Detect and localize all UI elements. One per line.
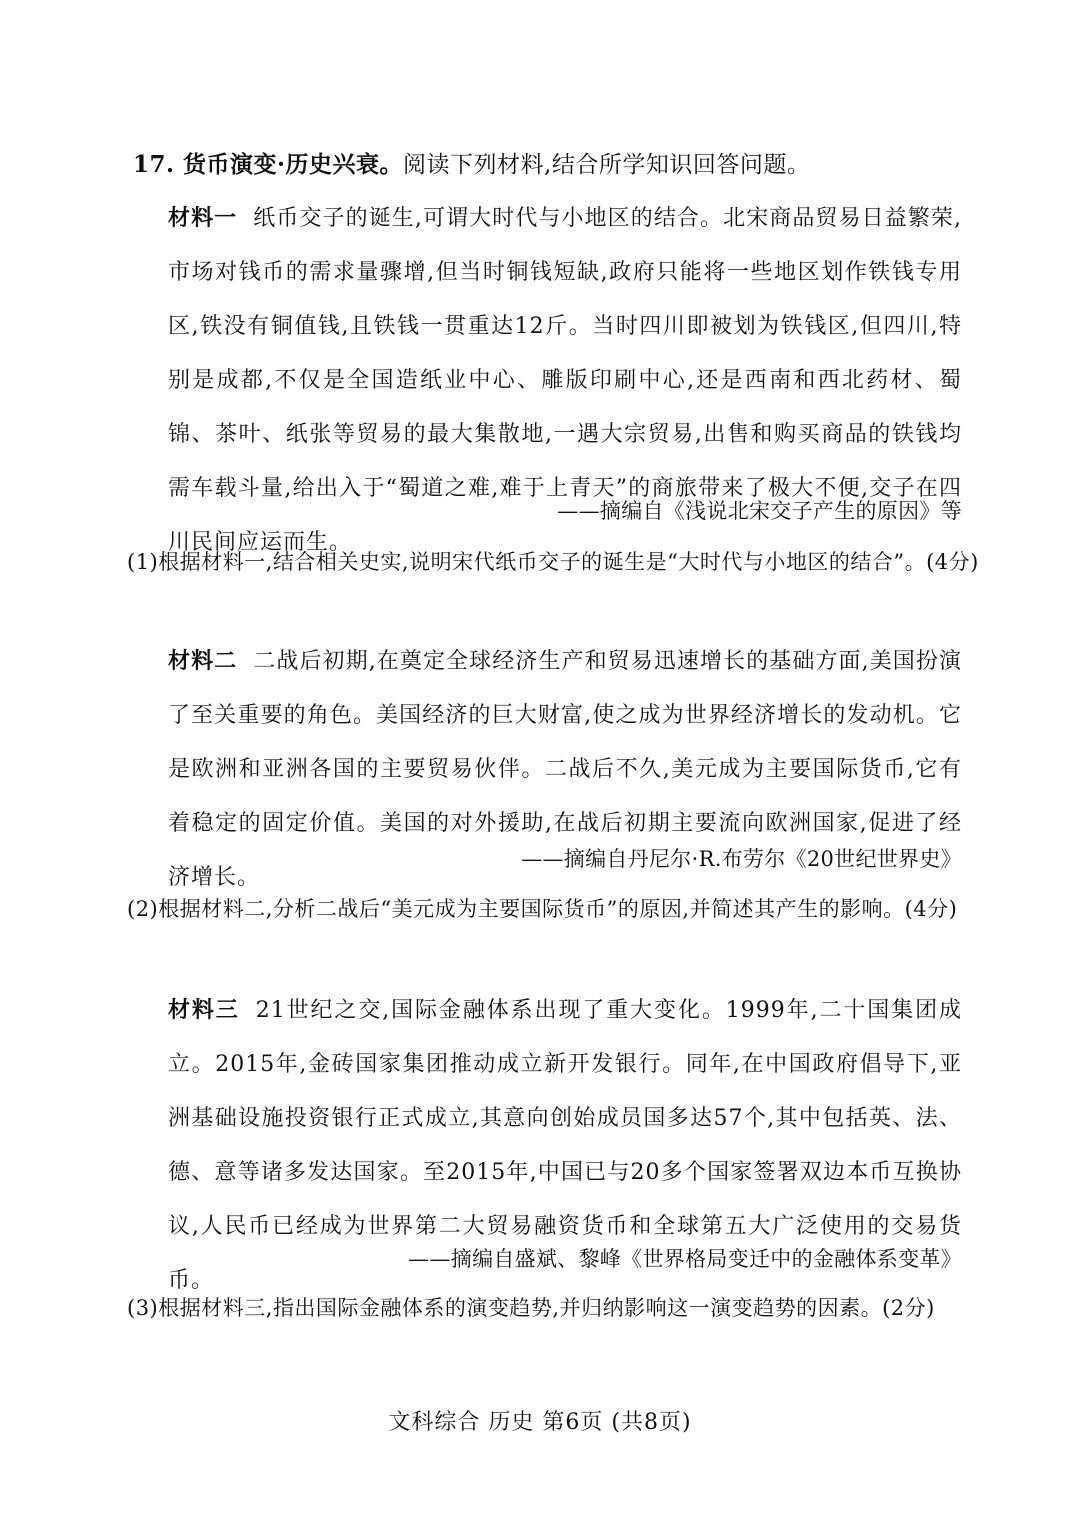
material-2-text: 二战后初期,在奠定全球经济生产和贸易迅速增长的基础方面,美国扮演了至关重要的角色。美国经济的巨大财富,使之成为世界经济增长的发动机。它是欧洲和亚洲各国的主要贸易伙伴。二战后不久,美元成为主要国际货币,它有着稳定的固定价值。美国的对外援助,在战后初期主要流向欧洲国家,促进了经济增长。 — [168, 649, 962, 890]
question-title — [133, 146, 810, 179]
question-instruction: 阅读下列材料,结合所学知识回答问题。 — [403, 152, 811, 178]
material-2-source: ——摘编自丹尼尔·R.布劳尔《20世纪世界史》 — [521, 847, 962, 871]
material-1-label: 材料一 — [168, 205, 238, 231]
material-3-label: 材料三 — [168, 997, 240, 1023]
material-2-label: 材料二 — [168, 648, 238, 674]
sub-question-2: (2)根据材料二,分析二战后“美元成为主要国际货币”的原因,并简述其产生的影响。(4分) — [127, 897, 958, 921]
material-3-text: 21世纪之交,国际金融体系出现了重大变化。1999年,二十国集团成立。2015年,金砖国家集团推动成立新开发银行。同年,在中国政府倡导下,亚洲基础设施投资银行正式成立,其意向创始成员国多达57个,其中包括英、法、德、意等诸多发达国家。至2015年,中国已与20多个国家签署双边本币互换协议,人民币已经成为世界第二大贸易融资货币和全球第五大广泛使用的交易货币。 — [168, 998, 962, 1293]
sub-question-3: (3)根据材料三,指出国际金融体系的演变趋势,并归纳影响这一演变趋势的因素。(2分) — [127, 1296, 935, 1320]
material-1-source: ——摘编自《浅说北宋交子产生的原因》等 — [557, 499, 962, 523]
question-number: 17. — [133, 151, 175, 178]
question-heading: 货币演变·历史兴衰。 — [183, 151, 404, 178]
page-footer: 文科综合 历史 第6页 (共8页) — [388, 1410, 692, 1435]
sub-question-1: (1)根据材料一,结合相关史实,说明宋代纸币交子的诞生是“大时代与小地区的结合”。(4分) — [127, 550, 979, 574]
material-1-text: 纸币交子的诞生,可谓大时代与小地区的结合。北宋商品贸易日益繁荣,市场对钱币的需求量骤增,但当时铜钱短缺,政府只能将一些地区划作铁钱专用区,铁没有铜值钱,且铁钱一贯重达12斤。当时四川即被划为铁钱区,但四川,特别是成都,不仅是全国造纸业中心、雕版印刷中心,还是西南和西北药材、蜀锦、茶叶、纸张等贸易的最大集散地,一遇大宗贸易,出售和购买商品的铁钱均需车载斗量,给出入于“蜀道之难,难于上青天”的商旅带来了极大不便,交子在四川民间应运而生。 — [168, 206, 962, 555]
material-3-source: ——摘编自盛斌、黎峰《世界格局变迁中的金融体系变革》 — [408, 1247, 962, 1271]
